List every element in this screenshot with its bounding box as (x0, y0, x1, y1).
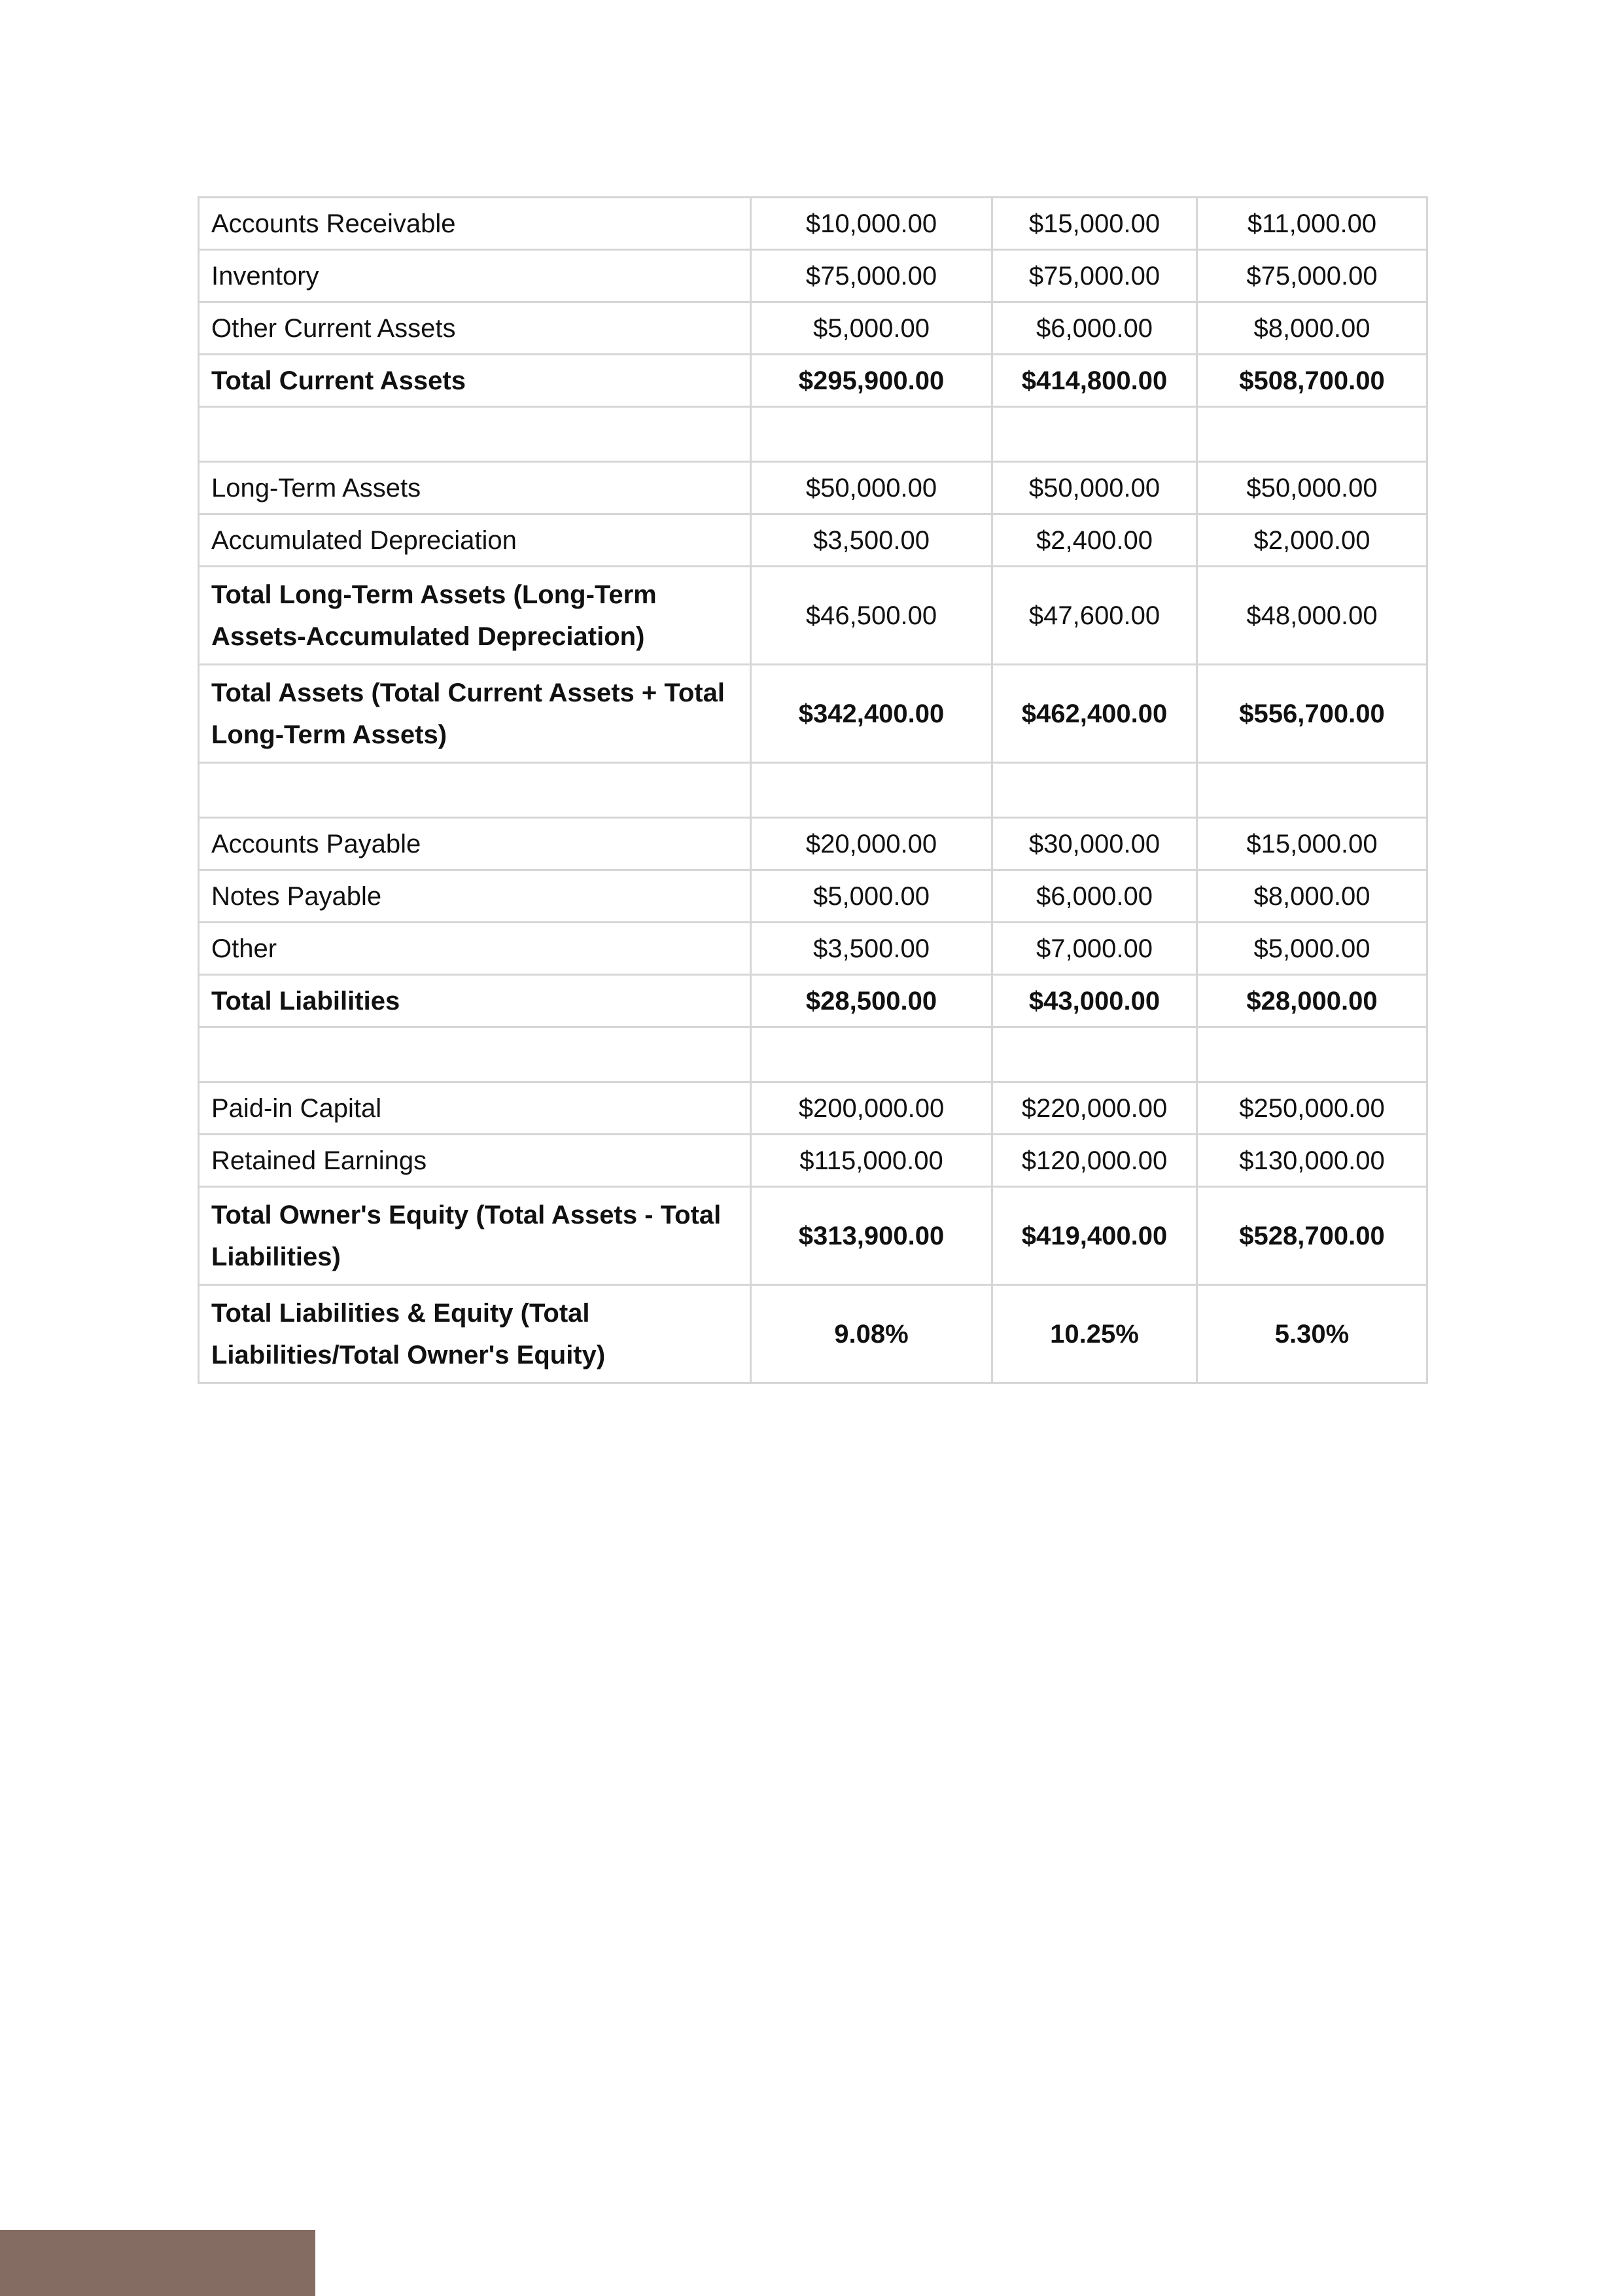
value-cell: 9.08% (751, 1285, 992, 1383)
value-cell: $10,000.00 (751, 198, 992, 250)
table-row (199, 1082, 1427, 1135)
value-cell: $556,700.00 (1197, 665, 1427, 763)
value-cell: $508,700.00 (1197, 355, 1427, 407)
empty-cell (992, 1027, 1197, 1082)
empty-cell (751, 763, 992, 818)
empty-cell (1197, 407, 1427, 462)
empty-cell (992, 407, 1197, 462)
table-row (199, 923, 1427, 975)
balance-sheet-body (199, 198, 1427, 1383)
value-cell: $7,000.00 (992, 923, 1197, 975)
row-label: Other Current Assets (199, 302, 751, 355)
value-cell: $20,000.00 (751, 818, 992, 870)
value-cell: $220,000.00 (992, 1082, 1197, 1135)
table-row (199, 818, 1427, 870)
total-row (199, 665, 1427, 763)
row-label: Notes Payable (199, 870, 751, 923)
value-cell: $419,400.00 (992, 1187, 1197, 1285)
table-row (199, 302, 1427, 355)
value-cell: $15,000.00 (1197, 818, 1427, 870)
row-label: Retained Earnings (199, 1135, 751, 1187)
value-cell: $342,400.00 (751, 665, 992, 763)
value-cell: $6,000.00 (992, 870, 1197, 923)
row-label: Total Owner's Equity (Total Assets - Total Liabilities) (199, 1187, 751, 1285)
balance-sheet-table (198, 196, 1428, 1384)
row-label: Total Assets (Total Current Assets + Total Long-Term Assets) (199, 665, 751, 763)
value-cell: $295,900.00 (751, 355, 992, 407)
value-cell: $200,000.00 (751, 1082, 992, 1135)
table-row (199, 1135, 1427, 1187)
row-label: Total Liabilities (199, 975, 751, 1027)
row-label: Total Long-Term Assets (Long-Term Assets-Accumulated Depreciation) (199, 567, 751, 665)
value-cell: $30,000.00 (992, 818, 1197, 870)
value-cell: $50,000.00 (1197, 462, 1427, 514)
empty-cell (199, 1027, 751, 1082)
value-cell: $3,500.00 (751, 923, 992, 975)
value-cell: $130,000.00 (1197, 1135, 1427, 1187)
empty-cell (751, 1027, 992, 1082)
table-row (199, 462, 1427, 514)
empty-cell (199, 407, 751, 462)
row-label: Accumulated Depreciation (199, 514, 751, 567)
value-cell: $75,000.00 (1197, 250, 1427, 302)
total-row (199, 975, 1427, 1027)
value-cell: $6,000.00 (992, 302, 1197, 355)
value-cell: $5,000.00 (1197, 923, 1427, 975)
total-row (199, 1187, 1427, 1285)
value-cell: $115,000.00 (751, 1135, 992, 1187)
row-label: Other (199, 923, 751, 975)
table-row (199, 198, 1427, 250)
value-cell: $2,400.00 (992, 514, 1197, 567)
value-cell: $11,000.00 (1197, 198, 1427, 250)
total-row (199, 567, 1427, 665)
value-cell: $46,500.00 (751, 567, 992, 665)
empty-cell (199, 763, 751, 818)
table-row (199, 514, 1427, 567)
value-cell: 10.25% (992, 1285, 1197, 1383)
value-cell: $120,000.00 (992, 1135, 1197, 1187)
total-row (199, 1285, 1427, 1383)
table-row (199, 250, 1427, 302)
spacer-row (199, 407, 1427, 462)
value-cell: $414,800.00 (992, 355, 1197, 407)
footer-accent-bar (0, 2230, 315, 2296)
empty-cell (992, 763, 1197, 818)
row-label: Paid-in Capital (199, 1082, 751, 1135)
row-label: Inventory (199, 250, 751, 302)
value-cell: $462,400.00 (992, 665, 1197, 763)
row-label: Total Liabilities & Equity (Total Liabilities/Total Owner's Equity) (199, 1285, 751, 1383)
row-label: Accounts Receivable (199, 198, 751, 250)
spacer-row (199, 763, 1427, 818)
value-cell: $28,500.00 (751, 975, 992, 1027)
value-cell: $2,000.00 (1197, 514, 1427, 567)
value-cell: $313,900.00 (751, 1187, 992, 1285)
empty-cell (751, 407, 992, 462)
empty-cell (1197, 763, 1427, 818)
value-cell: $3,500.00 (751, 514, 992, 567)
value-cell: $75,000.00 (992, 250, 1197, 302)
value-cell: $5,000.00 (751, 870, 992, 923)
row-label: Accounts Payable (199, 818, 751, 870)
value-cell: 5.30% (1197, 1285, 1427, 1383)
spacer-row (199, 1027, 1427, 1082)
row-label: Total Current Assets (199, 355, 751, 407)
value-cell: $528,700.00 (1197, 1187, 1427, 1285)
value-cell: $15,000.00 (992, 198, 1197, 250)
total-row (199, 355, 1427, 407)
table-row (199, 870, 1427, 923)
value-cell: $43,000.00 (992, 975, 1197, 1027)
value-cell: $5,000.00 (751, 302, 992, 355)
value-cell: $50,000.00 (992, 462, 1197, 514)
row-label: Long-Term Assets (199, 462, 751, 514)
empty-cell (1197, 1027, 1427, 1082)
value-cell: $250,000.00 (1197, 1082, 1427, 1135)
value-cell: $47,600.00 (992, 567, 1197, 665)
value-cell: $8,000.00 (1197, 870, 1427, 923)
value-cell: $28,000.00 (1197, 975, 1427, 1027)
value-cell: $75,000.00 (751, 250, 992, 302)
value-cell: $48,000.00 (1197, 567, 1427, 665)
value-cell: $50,000.00 (751, 462, 992, 514)
value-cell: $8,000.00 (1197, 302, 1427, 355)
